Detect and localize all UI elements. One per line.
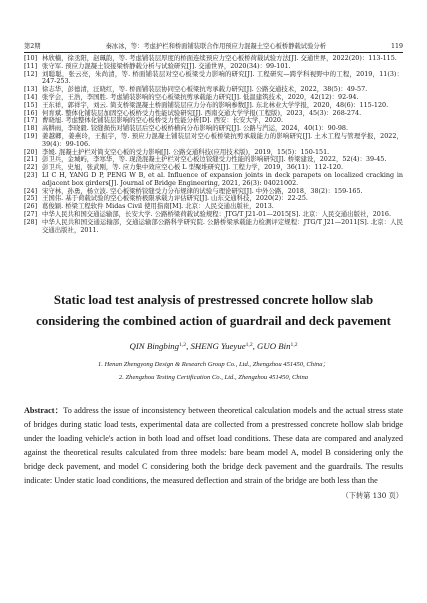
- reference-number: [15]: [24, 100, 38, 109]
- reference-number: [28]: [24, 217, 38, 226]
- reference-text: 曹晓旭. 考虑整体化铺装层影响的空心板桥受力性能分析[D]. 西安：长安大学，2020.: [42, 116, 284, 125]
- author-separator: ,: [186, 341, 191, 351]
- english-title: Static load test analysis of prestressed concrete hollow slab considering the combined action of guardrail and deck pavement: [36, 293, 391, 328]
- reference-list: [24, 55, 403, 234]
- affiliation-line: 2. Zhengzhou Testing Certification Co., Ltd., Zhengzhou 451450, China: [118, 374, 309, 381]
- reference-text: LI C H, YANG D P, PENG W B, et al. Influence of expansion joints in deck parapets on localized cracking in adjacent box girders[J]. Journal of Bridge Engineering, 2021, 26(3): 04021002.: [42, 170, 403, 187]
- reference-text: 中华人民共和国交通运输部，交通运输部公路科学研究院. 公路桥梁承载能力检测评定规程：JTG/T J21—2011[S]. 北京：人民交通出版社，2011.: [42, 217, 403, 234]
- reference-number: [11]: [24, 61, 38, 70]
- reference-text: 高耕雨，李晓毅. 铰缝损伤对铺装层后空心板桥横向分布影响的研究[J]. 公路与汽运，2024，40(1)：90-98.: [42, 124, 349, 133]
- reference-text: 刘聪聪，张云亮，朱尚清，等. 桥面铺装层对空心板梁受力影响的研究[J]. 工程研究—跨学科视野中的工程，2019，11(3)：247-253.: [42, 69, 403, 86]
- reference-text: 姜越卿，姜燕玲，王振宇，等. 预应力混凝土铺装层对空心板桥梁抗剪承载能力的影响研究[J]. 土木工程与管理学报，2022，39(4)：99-106.: [42, 131, 403, 148]
- author-name: GUO Bin: [257, 341, 291, 351]
- reference-number: [23]: [24, 170, 38, 179]
- reference-item: [24, 172, 403, 188]
- reference-number: [17]: [24, 116, 38, 125]
- author-name: SHENG Yueyue: [190, 341, 246, 351]
- reference-number: [18]: [24, 124, 38, 133]
- reference-number: [13]: [24, 85, 38, 94]
- reference-text: 徐志华，彭德清，汪晓红，等. 桥面铺装层协同空心板梁抗弯承载力研究[J]. 公路交通技术，2022，38(5)：49-57.: [42, 85, 368, 94]
- author-affiliation-mark: 1,2: [290, 342, 298, 348]
- author-affiliation-mark: 1,2: [245, 342, 253, 348]
- reference-number: [24]: [24, 186, 38, 195]
- reference-text: 宋守林，孙勇，杨立波. 空心板梁桥铰缝受力分布规律的试验与理论研究[J]. 中外公路，2018，38(2)：159-165.: [42, 186, 363, 195]
- reference-number: [19]: [24, 131, 38, 140]
- running-header: [24, 42, 403, 51]
- reference-number: [25]: [24, 194, 38, 203]
- reference-text: 张守军. 预应力混凝土铰接梁桥静载分析与试验研究[J]. 交通世界，2020(34)：99-101.: [42, 61, 291, 70]
- reference-text: 彭卫兵，史旭，张武刚，等. 应力集中效应空心板 L 型聚堆研究[J]. 工程力学，2019，36(11)：112-120.: [42, 163, 343, 172]
- reference-number: [16]: [24, 108, 38, 117]
- english-abstract: [24, 404, 403, 488]
- reference-text: 葛俊颖. 桥梁工程软件 Midas Civil 使用指南[M]. 北京：人民交通出版社，2013.: [42, 202, 274, 211]
- reference-text: 王国伟. 基于荷载试验的空心板梁桥极限承载力评估研究[J]. 山东交通科技，2020(2)：22-25.: [42, 194, 308, 203]
- reference-number: [10]: [24, 54, 38, 62]
- running-title: 秦冰冰，等：考虑护栏和桥面铺装联合作用预应力混凝土空心板桥静载试验分析: [105, 43, 326, 50]
- affiliations: [0, 358, 427, 384]
- author-line: [0, 340, 427, 353]
- page-number: 119: [390, 43, 403, 50]
- abstract-label: Abstract：: [24, 406, 64, 415]
- reference-number: [21]: [24, 155, 38, 164]
- reference-text: 张学会，王浩，李国胜. 考虑铺装影响的空心板梁抗剪承载能力研究[J]. 低温建筑技术，2020，42(12)：92-94.: [42, 92, 359, 101]
- reference-number: [12]: [24, 69, 38, 78]
- reference-item: [24, 219, 403, 235]
- reference-number: [20]: [24, 147, 38, 156]
- continued-note: （下转第 130 页）: [341, 491, 403, 500]
- affiliation-line: 1. Henan Zhengyong Design & Research Group Co., Ltd., Zhengzhou 451450, China；: [97, 361, 330, 368]
- reference-number: [14]: [24, 92, 38, 101]
- author-name: QIN Bingbing: [129, 341, 180, 351]
- reference-text: 王东祥，郭祥宇，刘云. 简支桥梁混凝土桥面铺装层应力分布的影响参数[J]. 东北林业大学学报，2020，48(6)：115-120.: [42, 100, 389, 109]
- author-affiliation-mark: 1,2: [179, 342, 187, 348]
- reference-text: 中华人民共和国交通运输部，长安大学. 公路桥梁荷载试验规程：JTG/T J21-01—2015[S]. 北京：人民交通出版社，2016.: [42, 209, 392, 218]
- reference-number: [22]: [24, 163, 38, 172]
- issue-number: 第2期: [24, 43, 41, 50]
- reference-item: [24, 133, 403, 149]
- reference-item: [24, 71, 403, 87]
- reference-number: [27]: [24, 209, 38, 218]
- reference-text: 何育斌. 整体化铺装层加固空心板桥受力性能试验研究[J]. 西南交通大学学报(工程版)，2023，45(3)：268-274.: [42, 108, 362, 117]
- reference-text: 彭卫兵，金城屿，李寒华，等. 现浇混凝土护栏对空心板边铰缝受力性能的影响研究[J]. 桥梁建设，2022，52(4)：39-45.: [42, 155, 387, 164]
- abstract-text: To address the issue of inconsistency between theoretical calculation models and the actual stress state of bridges during static load tests, experimental data are collected from a prestressed concrete hollow slab bridge under the loading vehicle's action in both load and offset load conditions. These data are compared and analyzed against the theoretical results calculated from three models: bare beam model A, model B considering only the bridge deck pavement, and model C considering both the bridge deck pavement and the guardrails. The results indicate: Under static load conditions, the measured deflection and strain of the bridge are both less than the: [24, 406, 403, 485]
- reference-number: [26]: [24, 202, 38, 211]
- author-separator: ,: [252, 341, 258, 351]
- header-rule: [24, 52, 403, 53]
- reference-text: 林欣楠，徐丞阳，赵珮韵，等. 考虑铺装层厚度的桥面连续预应力空心板桥荷载试验方法[J]. 交通世界，2022(20)：113-115.: [42, 54, 397, 62]
- reference-text: 李媛. 混凝土护栏对简支空心板的受力影响[J]. 公路交通科技(应用技术版)，2019，15(5)：150-151.: [42, 147, 330, 156]
